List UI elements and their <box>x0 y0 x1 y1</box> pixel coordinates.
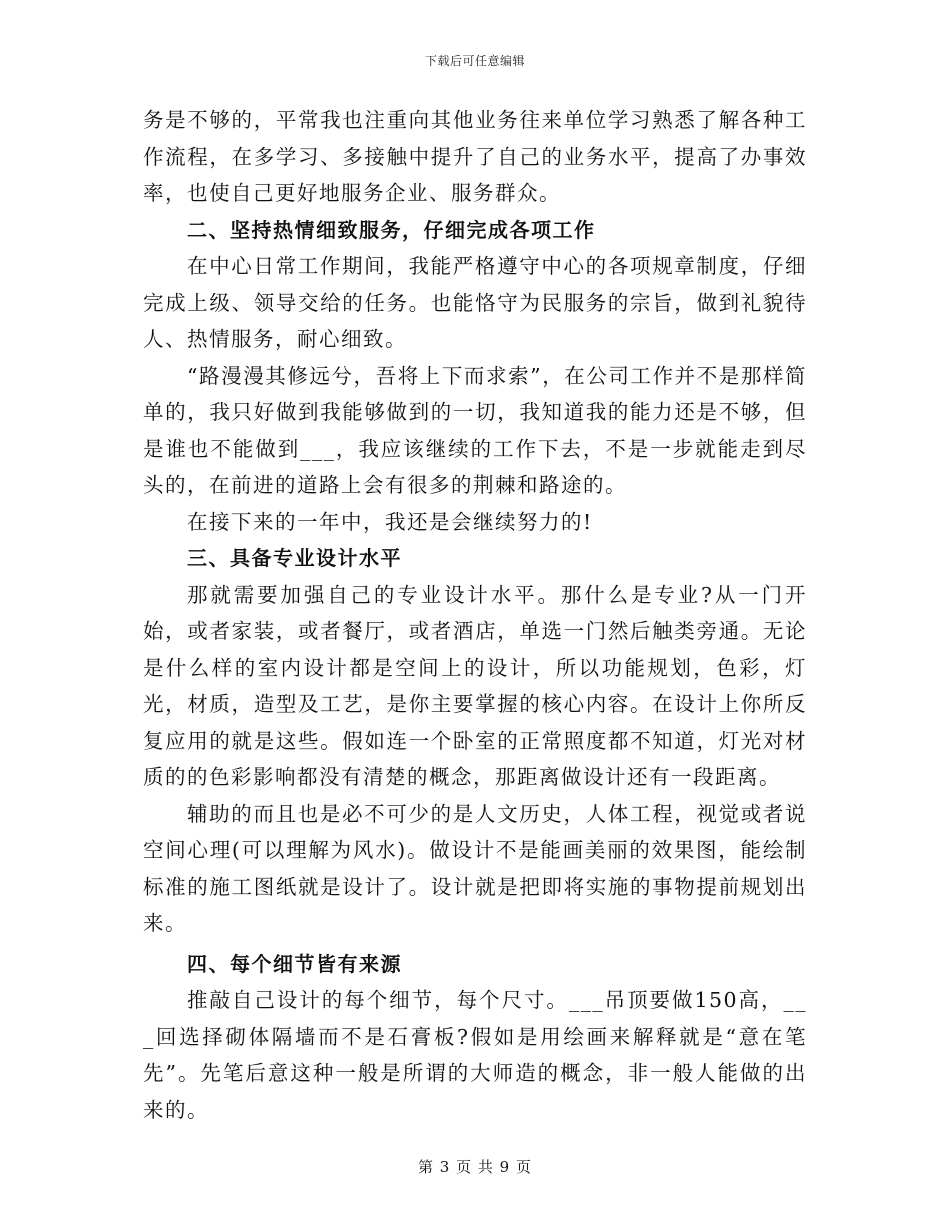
paragraph-3: “路漫漫其修远兮，吾将上下而求索”，在公司工作并不是那样简单的，我只好做到我能够做到的一切，我知道我的能力还是不够，但是谁也不能做到___，我应该继续的工作下去，不是一步就能走到尽头的，在前进的道路上会有很多的荆棘和路途的。 <box>143 363 807 497</box>
section-heading-2: 二、坚持热情细致服务，仔细完成各项工作 <box>187 217 596 242</box>
document-body <box>143 102 807 1128</box>
section-heading-3: 三、具备专业设计水平 <box>187 546 402 570</box>
paragraph-5: 那就需要加强自己的专业设计水平。那什么是专业?从一门开始，或者家装，或者餐厅，或者酒店，单选一门然后触类旁通。无论是什么样的室内设计都是空间上的设计，所以功能规划，色彩，灯光，材质，造型及工艺，是你主要掌握的核心内容。在设计上你所反复应用的就是这些。假如连一个卧室的正常照度都不知道，灯光对材质的的色彩影响都没有清楚的概念，那距离做设计还有一段距离。 <box>143 582 807 789</box>
paragraph-6: 辅助的而且也是必不可少的是人文历史，人体工程，视觉或者说空间心理(可以理解为风水)。做设计不是能画美丽的效果图，能绘制标准的施工图纸就是设计了。设计就是把即将实施的事物提前规划出来。 <box>143 801 807 935</box>
paragraph-4: 在接下来的一年中，我还是会继续努力的! <box>187 509 593 534</box>
paragraph-1: 务是不够的，平常我也注重向其他业务往来单位学习熟悉了解各种工作流程，在多学习、多接触中提升了自己的业务水平，提高了办事效率，也使自己更好地服务企业、服务群众。 <box>143 108 807 205</box>
paragraph-2: 在中心日常工作期间，我能严格遵守中心的各项规章制度，仔细完成上级、领导交给的任务。也能恪守为民服务的宗旨，做到礼貌待人、热情服务，耐心细致。 <box>143 254 807 351</box>
page-number: 第 3 页 共 9 页 <box>418 1158 532 1176</box>
section-heading-4: 四、每个细节皆有来源 <box>187 951 402 976</box>
paragraph-7: 推敲自己设计的每个细节，每个尺寸。___吊顶要做150高，___回选择砌体隔墙而不是石膏板?假如是用绘画来解释就是“意在笔先”。先笔后意这种一般是所谓的大师造的概念，非一般人能做的出来的。 <box>143 988 807 1122</box>
page-header: 下载后可任意编辑 <box>424 54 525 68</box>
